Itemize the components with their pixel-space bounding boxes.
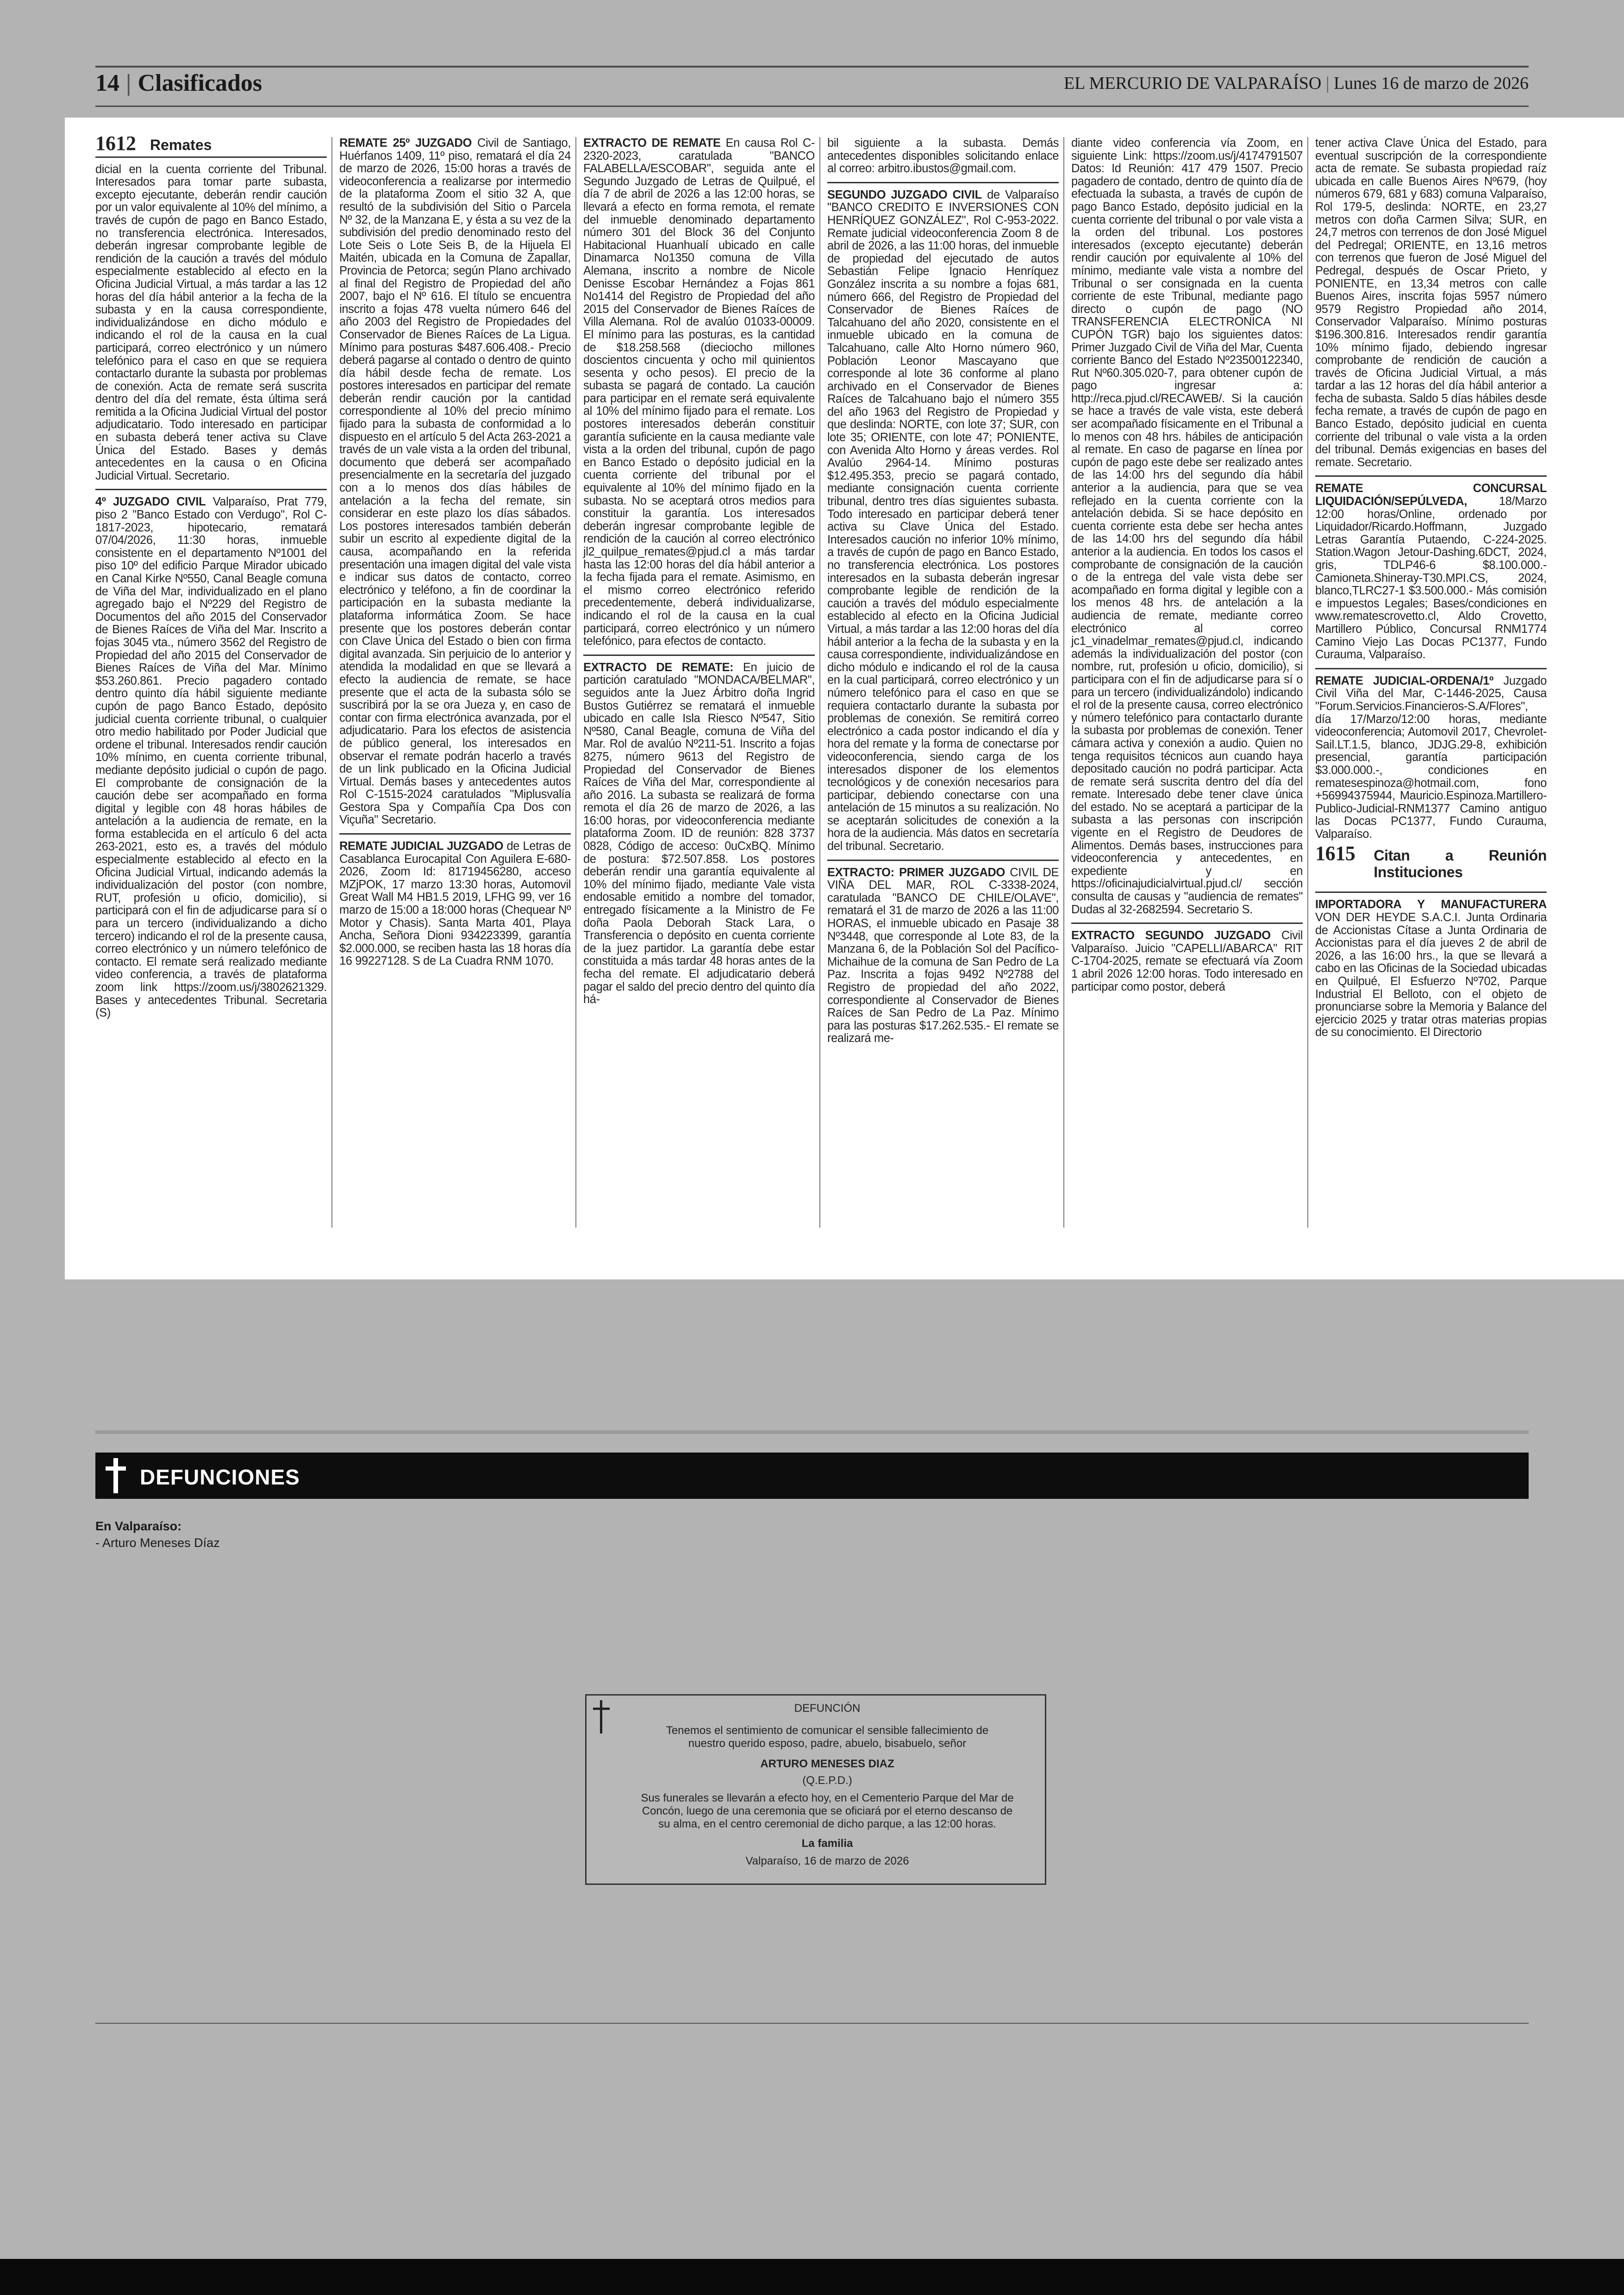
obituary-person: - Arturo Meneses Díaz bbox=[95, 1536, 220, 1550]
ad-body: Juzgado Civil Viña del Mar, C-1446-2025, Causa "Forum.Servicios.Financieros-S.A/Flores", día 17/Marzo/12:00 horas, mediante videoconferencia; Automovil 2017, Chevrolet-Sail.LT.1.5, blanco, JDJG.29-8, exhibición presencial, garantía participación $3.000.000.-, condiciones en rematesespinoza@hotmail.com, fono +56994375944, Mauricio.Espinoza.Martillero-Publico-Judicial-RNM1377 Camino antiguo las Docas PC1377, Fundo Curauma, Valparaíso. bbox=[1315, 674, 1547, 841]
ad-separator bbox=[1315, 668, 1547, 669]
ad-lead: 4º JUZGADO CIVIL bbox=[95, 495, 206, 509]
ad-body: de Valparaíso "BANCO CREDITO E INVERSIONES CON HENRÍQUEZ GONZÁLEZ", Rol C-953-2022. Remate judicial videoconferencia Zoom 8 de abril de 2026, a las 11:00 horas, del inmueble de propiedad del ejecutado de autos Sebastián Felipe Ignacio Henríquez González inscrita a su nombre a fojas 681, número 666, del Registro de Propiedad del Conservador de Bienes Raíces de Talcahuano del año 2020, consistente en el inmueble ubicado en la comuna de Talcahuano, calle Alto Horno número 960, Población Leonor Mascayano que corresponde al lote 36 conforme al plano archivado en el Conservador de Bienes Raíces de Talcahuano bajo el número 355 del año 1963 del Registro de Propiedad y que deslinda: NORTE, con lote 37; SUR, con lote 35; ORIENTE, con lote 47; PONIENTE, con Avenida Alto Horno y áreas verdes. Rol Avalúo 2964-14. Mínimo posturas $12.495.353, precio se pagará contado, mediante consignación cuenta corriente tribunal, dentro tres días siguientes subasta. Todo interesado en participar deberá tener activa su Clave Única del Estado. Interesados caución no inferior 10% mínimo, a través de cupón de pago en Banco Estado, no transferencia electrónica. Los postores interesados en la subasta deberán ingresar comprobante legible de rendición de la caución a través del módulo especialmente establecido al efecto en la Oficina Judicial Virtual, a más tardar a las 12:00 horas del día hábil anterior a la fecha de la subasta y en la causa correspondiente, individualizándose en dicho módulo e indicando el rol de la causa en la cual participará, correo electrónico y un número telefónico para el caso en que se requiera contactarlo durante la subasta por problemas de conexión. Se remitirá correo electrónico a cada postor indicando el día y hora del remate y la forma de conectarse por videoconferencia, siendo carga de los interesados disponer de los elementos tecnológicos y de conexión necesarios para participar, debiendo conectarse con una antelación de 15 minutos a su realización. No se aceptarán solicitudes de conexión a la hora de la audiencia. Más datos en secretaría del tribunal. Secretario. bbox=[827, 188, 1059, 853]
header-top-rule bbox=[95, 66, 1529, 68]
ad-body: 18/Marzo 12:00 horas/Online, ordenado por Liquidador/Ricardo.Hoffmann, Juzgado Letras Garantía Putaendo, C-224-2025. Station.Wagon Jetour-Dashing.6DCT, 2024, gris, TDLP46-6 $8.100.000.-Camioneta.Shineray-T30.MPI.CS, 2024, blanco,TLRC27-1 $3.500.000.- Más comisión e impuestos Legales; Bases/condiciones en www.rematescrovetto.cl, Aldo Crovetto, Martillero Público, Concursal RNM1774 Camino Viejo Las Docas PC1377, Fundo Curauma, Valparaíso. bbox=[1315, 495, 1547, 661]
ad-body: En juicio de partición caratulado "MONDACA/BELMAR", seguidos ante la Juez Árbitro doña Ingrid Bustos Gutiérrez se rematará el inmueble ubicado en calle Isla Riesco Nº547, Sitio Nº580, Canal Beagle, comuna de Viña del Mar. Rol de avalúo Nº211-51. Inscrito a fojas 8275, número 9613 del Registro de Propiedad del Conservador de Bienes Raíces de Viña del Mar, correspondiente al año 2016. La subasta se realizará de forma remota el día 26 de marzo de 2026, a las 16:00 horas, por videoconferencia mediante plataforma Zoom. ID de reunión: 828 3737 0828, Código de acceso: 0uCxBQ. Mínimo de postura: $72.507.858. Los postores deberán rendir una garantía equivalente al 10% del mínimo fijado, mediante Vale vista endosable emitido a nombre del tomador, entregado físicamente a la Ministro de Fe doña Paola Deborah Stack Lara, o Transferencia o depósito en cuenta corriente de la juez partidor. La garantía debe estar constituida a más tardar 48 horas antes de la fecha del remate. El adjudicatario deberá pagar el saldo del precio dentro del quinto día há- bbox=[583, 661, 815, 1006]
notice-name: ARTURO MENESES DIAZ bbox=[760, 1758, 894, 1770]
classified-ad bbox=[583, 661, 815, 1006]
section-number: 1612 bbox=[95, 132, 136, 155]
ad-text: dicial en la cuenta corriente del Tribunal. Interesados para tomar parte subasta, excepto ejecutante, deberán rendir caución por un valor equivalente al 10% del mínimo, a través de cupón de pago en Banco Estado, no transferencia electrónica. Interesados, deberán ingresar comprobante legible de rendición de la caución a través del módulo especialmente establecido al efecto en la Oficina Judicial Virtual, a más tardar a las 12 horas del día hábil anterior a la fecha de la subasta y en la causa correspondiente, individualizándose en dicho módulo e indicando el rol de la causa en la cual participará, correo electrónico y un número telefónico para el caso en que se requiera contactarlo durante la subasta por problemas de conexión. Acta de remate será suscrita dentro del día del remate, ésta última será remitida a la Oficina Judicial Virtual del postor adjudicatario. Todo interesado en participar en subasta deberá tener activa su Clave Única del Estado. Bases y demás antecedentes en la causa o en Oficina Judicial Virtual. Secretario. bbox=[95, 162, 327, 482]
section-title: 14 | Clasificados bbox=[95, 70, 262, 96]
notice-line: su alma, en el centro ceremonial de dicho parque, a las 12:00 horas. bbox=[658, 1818, 996, 1830]
notice-line: nuestro querido esposo, padre, abuelo, bisabuelo, señor bbox=[688, 1737, 967, 1750]
ad-lead: IMPORTADORA Y MANUFACTURERA bbox=[1315, 898, 1547, 911]
ad-lead: EXTRACTO SEGUNDO JUZGADO bbox=[1071, 929, 1271, 942]
classifieds-column-2 bbox=[339, 137, 571, 974]
section-label: Remates bbox=[150, 137, 212, 153]
defunciones-title: DEFUNCIONES bbox=[140, 1465, 300, 1489]
ad-separator bbox=[827, 860, 1059, 861]
newspaper-name: EL MERCURIO DE VALPARAÍSO bbox=[1063, 74, 1322, 93]
bottom-rule bbox=[95, 2023, 1529, 2024]
defunciones-banner bbox=[95, 1453, 1529, 1499]
section-label: Citan a Reunión Instituciones bbox=[1374, 847, 1547, 881]
ad-separator bbox=[339, 833, 571, 835]
classifieds-column-6 bbox=[1315, 137, 1547, 1046]
ad-body: de Letras de Casablanca Eurocapital Con Aguilera E-680-2026, Zoom Id: 81719456280, acceso MZjPOK, 17 marzo 13:30 horas, Automovil Great Wall M4 HB1.5 2019, LFHG 99, ver 16 marzo de 15:00 a 18:000 horas (Chequear Nº Motor y Chasis). Santa Marta 401, Playa Ancha, Señora Dioni 934223399, garantía $2.000.000, se reciben hasta las 18 horas día 16 99227128. S de La Cuadra RNM 1070. bbox=[339, 840, 571, 968]
classifieds-column-1 bbox=[95, 132, 327, 1026]
ad-separator bbox=[1315, 475, 1547, 477]
column-divider bbox=[1307, 137, 1308, 1228]
ad-separator bbox=[95, 489, 327, 490]
ad-lead: EXTRACTO: PRIMER JUZGADO bbox=[827, 866, 1005, 879]
section-heading-1615 bbox=[1315, 842, 1547, 881]
notice-date: Valparaíso, 16 de marzo de 2026 bbox=[745, 1855, 909, 1867]
column-divider bbox=[331, 137, 332, 1228]
notice-line: Tenemos el sentimiento de comunicar el sensible fallecimiento de bbox=[666, 1724, 989, 1737]
classifieds-column-3 bbox=[583, 137, 815, 1013]
ad-lead: EXTRACTO DE REMATE bbox=[583, 137, 721, 150]
classified-ad bbox=[827, 867, 1059, 1045]
bottom-band bbox=[0, 2259, 1624, 2295]
classified-ad bbox=[1071, 929, 1303, 993]
obituary-place: En Valparaíso: bbox=[95, 1519, 182, 1533]
classified-ad bbox=[95, 496, 327, 1019]
classifieds-column-5 bbox=[1071, 137, 1303, 1000]
ad-separator bbox=[827, 182, 1059, 183]
classified-ad bbox=[1315, 482, 1547, 661]
notice-qepd: (Q.E.P.D.) bbox=[802, 1774, 852, 1787]
ad-separator bbox=[1071, 923, 1303, 924]
header-bottom-rule bbox=[95, 106, 1529, 107]
classified-ad bbox=[827, 189, 1059, 853]
classified-ad bbox=[1315, 675, 1547, 841]
page-number: 14 bbox=[95, 70, 119, 96]
notice-signature: La familia bbox=[801, 1837, 853, 1850]
classified-ad bbox=[339, 137, 571, 827]
notice-line: Concón, luego de una ceremonia que se oficiará por el eterno descanso de bbox=[642, 1805, 1013, 1817]
ad-lead: REMATE JUDICIAL JUZGADO bbox=[339, 840, 504, 853]
ad-body: CIVIL DE VIÑA DEL MAR, ROL C-3338-2024, caratulada "BANCO DE CHILE/OLAVE", rematará el 31 de marzo de 2026 a las 11:00 HORAS, el inmueble ubicado en Pasaje 38 Nº3448, que corresponde al Lote 83, de la Manzana 6, de la Población Sol del Pacífico-Michaihue de la comuna de San Pedro de La Paz. Inscrita a fojas 9492 Nº2788 del Registro de propiedad del año 2022, correspondiente al Conservador de Bienes Raíces de San Pedro de La Paz. Mínimo para las posturas $17.262.535.- El remate se realizará me- bbox=[827, 866, 1059, 1045]
ad-text: tener activa Clave Única del Estado, para eventual suscripción de la correspondiente acta de remate. Se subasta propiedad raíz ubicada en calle Buenos Aires Nº679, (hoy números 679, 681 y 683) comuna Valparaíso, Rol 179-5, deslinda: NORTE, en 23,27 metros con doña Carmen Silva; SUR, en 24,7 metros con terrenos de don José Miguel del Pedregal; ORIENTE, en 13,16 metros con terrenos que fueron de José Miguel del Pedregal, después de Oscar Prieto, y PONIENTE, en 13,34 metros con calle Buenos Aires, inscrita fojas 5957 número 9579 Registro Propiedad año 2014, Conservador Valparaíso. Mínimo posturas $196.300.816. Interesados rendir garantía 10% mínimo fijado, debiendo ingresar comprobante de rendición de caución a través de Oficina Judicial Virtual, a más tardar a las 12 horas del día hábil anterior a fecha de subasta. Saldo 5 días hábiles desde fecha remate, a través de cupón de pago en Banco Estado, depósito judicial en cuenta corriente del tribunal o vale vista a la orden del tribunal. Demás exigencias en bases del remate. Secretario. bbox=[1315, 137, 1547, 469]
ad-separator bbox=[583, 655, 815, 656]
ad-body: VON DER HEYDE S.A.C.I. Junta Ordinaria de Accionistas Cítase a Junta Ordinaria de Accionistas para el día jueves 2 de abril de 2026, a las 16:00 hrs., la que se llevará a cabo en las Oficinas de la Sociedad ubicadas en Quilpué, El Esfuerzo Nº702, Parque Industrial El Belloto, con el objeto de pronunciarse sobre la Memoria y Balance del ejercicio 2025 y tratar otras materias propias de su conocimiento. El Directorio bbox=[1315, 911, 1547, 1039]
section-number: 1615 bbox=[1315, 842, 1355, 865]
classified-ad bbox=[1315, 898, 1547, 1039]
cross-icon bbox=[102, 1456, 130, 1495]
death-notice bbox=[585, 1694, 1046, 1885]
column-divider bbox=[1063, 137, 1064, 1228]
classifieds-column-4 bbox=[827, 137, 1059, 1052]
section-rule bbox=[95, 156, 327, 158]
classified-ad bbox=[583, 137, 815, 648]
section-rule bbox=[1315, 892, 1547, 893]
section-name: Clasificados bbox=[137, 70, 262, 96]
ad-lead: REMATE CONCURSAL LIQUIDACIÓN/SEPÚLVEDA, bbox=[1315, 482, 1547, 508]
column-divider bbox=[575, 137, 576, 1228]
ad-body: Civil de Santiago, Huérfanos 1409, 11º piso, rematará el día 24 de marzo de 2026, 15:00 horas a través de videoconferencia a realizarse por intermedio de la plataforma Zoom el sitio 32 A, que resultó de la subdivisión del Sitio o Parcela Nº 32, de la Manzana E, y ésta a su vez de la subdivisión del predio denominado resto del Lote Seis o Lote Seis B, de la Hijuela El Maitén, ubicada en la Comuna de Zapallar, Provincia de Petorca; según Plano archivado al final del Registro de Propiedad del año 2007, bajo el Nº 616. El título se encuentra inscrito a fojas 478 vuelta número 646 del año 2003 del Registro de Propiedades del Conservador de Bienes Raíces de La Ligua. Mínimo para posturas $487.606.408.- Precio deberá pagarse al contado o dentro de quinto día hábil desde fecha de remate. Los postores interesados en participar del remate deberán rendir caución por la cantidad correspondiente al 10% del precio mínimo fijado para la subasta de conformidad a lo dispuesto en el artículo 5 del Acta 263-2021 a través de un vale vista a la orden del tribunal, documento que deberá ser acompañado presencialmente en la secretaría del juzgado con a lo menos dos días hábiles de antelación a la fecha del remate, sin considerar en este plazo los días sábados. Los postores interesados también deberán subir un escrito al expediente digital de la causa, acompañando en la referida presentación una imagen digital del vale vista e indicar sus datos de contacto, correo electrónico y teléfono, a fin de coordinar la participación en la subasta mediante la plataforma informática Zoom. Se hace presente que los postores deberán contar con Clave Única del Estado o bien con firma digital avanzada. Sin perjuicio de lo anterior y atendida la modalidad en que se llevará a efecto la audiencia de remate, se hace presente que el acta de la subasta sólo se suscribirá por la se ora Jueza y, en caso de contar con firma electrónica avanzada, por el adjudicatario. Para los efectos de asistencia de público general, los interesados en observar el remate podrán hacerlo a través de un link publicado en la Oficina Judicial Virtual. Demás bases y antecedentes autos Rol C-1515-2024 caratulados "Miplusvalía Gestora Spa y Compañía Cpa Dos con Viçuña" Secretario. bbox=[339, 137, 571, 827]
ad-body: Valparaíso, Prat 779, piso 2 "Banco Estado con Verdugo", Rol C-1817-2023, hipotecario, rematará 07/04/2026, 11:30 horas, inmueble consistente en el departamento Nº1001 del piso 10º del edificio Parque Mirador ubicado en Canal Kirke Nº550, Canal Beagle comuna de Viña del Mar, individualizado en el plano agregado bajo el Nº229 del Registro de Documentos del año 2015 del Conservador de Bienes Raíces de Viña del Mar. Inscrito a fojas 3045 vta., número 3562 del Registro de Propiedad del año 2015 del Conservador de Bienes Raíces de Viña del Mar. Mínimo $53.260.861. Precio pagadero contado dentro quinto día hábil siguiente mediante cupón de pago Banco Estado, depósito judicial cuenta corriente tribunal, o cualquier otro medio habilitado por Poder Judicial que ordene el tribunal. Interesados rendir caución 10% mínimo, en cuenta corriente tribunal, mediante depósito judicial o cupón de pago. El comprobante de consignación de la caución debe ser acompañado en forma digital y legible con 48 horas hábiles de antelación a la audiencia de remate, en la forma establecida en el artículo 6 del acta 263-2021, esto es, a través del módulo especialmente establecido al efecto en la Oficina Judicial Virtual, indicando además la individualización del postor (con nombre, RUT, profesión u oficio, domicilio), si participará con el fin de adjudicarse para sí o para un tercero (individualizando a dicho tercero) indicando el rol de la presente causa, correo electrónico y un número telefónico de contacto. El remate será realizado mediante video conferencia, a través de plataforma zoom link https://zoom.us/j/3802621329. Bases y antecedentes Tribunal. Secretaria (S) bbox=[95, 495, 327, 1020]
column-divider bbox=[819, 137, 820, 1228]
cross-icon bbox=[590, 1698, 612, 1735]
issue-date: Lunes 16 de marzo de 2026 bbox=[1333, 74, 1529, 93]
newspaper-masthead: EL MERCURIO DE VALPARAÍSO | Lunes 16 de marzo de 2026 bbox=[1063, 74, 1529, 93]
ad-text: diante video conferencia vía Zoom, en siguiente Link: https://zoom.us/j/4174791507 Datos: Id Reunión: 417 479 1507. Precio pagadero de contado, dentro de quinto día de efectuada la subasta, a través de cupón de pago Banco Estado, depósito judicial en la cuenta corriente del tribunal o por vale vista a la orden del tribunal. Los postores interesados (excepto ejecutante) deberán rendir caución por equivalente al 10% del mínimo, mediante vale vista a nombre del Tribunal o ser consignada en la cuenta corriente de este Tribunal, mediante pago directo o cupón de pago (NO TRANSFERENCIA ELECTRONICA NI CUPÓN TGR) bajo los siguientes datos: Primer Juzgado Civil de Viña del Mar, Cuenta corriente Banco del Estado Nº23500122340, Rut Nº60.305.020-7, para obtener cupón de pago ingresar a: http://reca.pjud.cl/RECAWEB/. Si la caución se hace a través de vale vista, este deberá ser acompañado físicamente en el Tribunal a lo menos con 48 hrs. hábiles de anticipación al remate. En caso de pagarse en línea por cupón de pago este debe ser realizado antes de las 14:00 hrs del segundo día hábil anterior a la audiencia, para que se vea reflejado en la cuenta corriente con la antelación debida. Si se hace depósito en cuenta corriente esta debe ser hecha antes de las 14:00 hrs del segundo día hábil anterior a la audiencia. En todos los casos el comprobante de consignación de la caución o de la entrega del vale vista debe ser acompañado en forma digital y legible con a los menos 48 hrs. de antelación a la audiencia de remate, mediante correo electrónico al correo jc1_vinadelmar_remates@pjud.cl, indicando además la individualización del postor (con nombre, rut, profesión u oficio, domicilio), si participara con el fin de adjudicarse para sí o para un tercero (individualizándolo) indicando el rol de la presente causa, correo electrónico y número telefónico para contactarlo durante la subasta por problemas de conexión. Tener cámara activa y conexión a audio. Quien no tenga requisitos técnicos aun cuando haya depositado caución no podrá participar. Acta de remate será suscrita dentro del día del remate. Interesado debe tener clave única del estado. No se aceptará a participar de la subasta a las personas con inscripción vigente en el Registro de Deudores de Alimentos. Demás bases, instrucciones para videoconferencia y antecedentes, en expediente y en https://oficinajudicialvirtual.pjud.cl/ sección consulta de causas y "audiencia de remates" Dudas al 32-2682594. Secretario S. bbox=[1071, 137, 1303, 916]
section-gray-rule bbox=[95, 1430, 1529, 1434]
section-heading-1612 bbox=[95, 132, 327, 155]
ad-body: Civil Valparaíso. Juicio "CAPELLI/ABARCA" RIT C-1704-2025, remate se efectuará vía Zoom 1 abril 2026 12:00 horas. Todo interesado en participar como postor, deberá bbox=[1071, 929, 1303, 993]
notice-line: Sus funerales se llevarán a efecto hoy, en el Cementerio Parque del Mar de bbox=[641, 1792, 1014, 1804]
ad-lead: SEGUNDO JUZGADO CIVIL bbox=[827, 188, 982, 201]
notice-heading: DEFUNCIÓN bbox=[794, 1702, 861, 1715]
ad-lead: REMATE JUDICIAL-ORDENA/1º bbox=[1315, 674, 1493, 687]
classified-ad bbox=[339, 840, 571, 968]
ad-lead: REMATE 25º JUZGADO bbox=[339, 137, 472, 150]
ad-body: En causa Rol C-2320-2023, caratulada "BANCO FALABELLA/ESCOBAR", seguida ante el Segundo Juzgado de Letras de Quilpué, el día 7 de abril de 2026 a las 12:00 horas, se llevará a efecto en forma remota, el remate del inmueble denominado departamento número 301 del Block 36 del Conjunto Habitacional Huanhualí ubicado en calle Dinamarca No1350 comuna de Villa Alemana, inscrito a nombre de Nicole Denisse Escobar Hernández a Fojas 861 No1414 del Registro de Propiedad del año 2015 del Conservador de Bienes Raíces de Villa Alemana. Rol de avalúo 01033-00009. El mínimo para las posturas, es la cantidad de $18.258.568 (dieciocho millones doscientos cincuenta y ocho mil quinientos sesenta y ocho pesos). El precio de la subasta se pagará de contado. La caución para participar en el remate será equivalente al 10% del mínimo fijado para el remate. Los postores interesados deberán constituir garantía suficiente en la causa mediante vale vista a la orden del tribunal, cupón de pago en Banco Estado o depósito judicial en la cuenta corriente del tribunal por el equivalente al 10% del mínimo fijado en la subasta. No se aceptará otros medios para constituir la garantía. Los interesados deberán ingresar comprobante legible de rendición de la caución al correo electrónico jl2_quilpue_remates@pjud.cl a más tardar hasta las 12:00 horas del día hábil anterior a la fecha fijada para el remate. Asimismo, en el mismo correo electrónico referido precedentemente, deberá individualizarse, indicando el rol de la causa en la cual participará, correo electrónico y un número telefónico, para efectos de contacto. bbox=[583, 137, 815, 648]
ad-lead: EXTRACTO DE REMATE: bbox=[583, 661, 734, 674]
ad-text: bil siguiente a la subasta. Demás antecedentes disponibles solicitando enlace al correo: arbitro.ibustos@gmail.com. bbox=[827, 137, 1059, 175]
